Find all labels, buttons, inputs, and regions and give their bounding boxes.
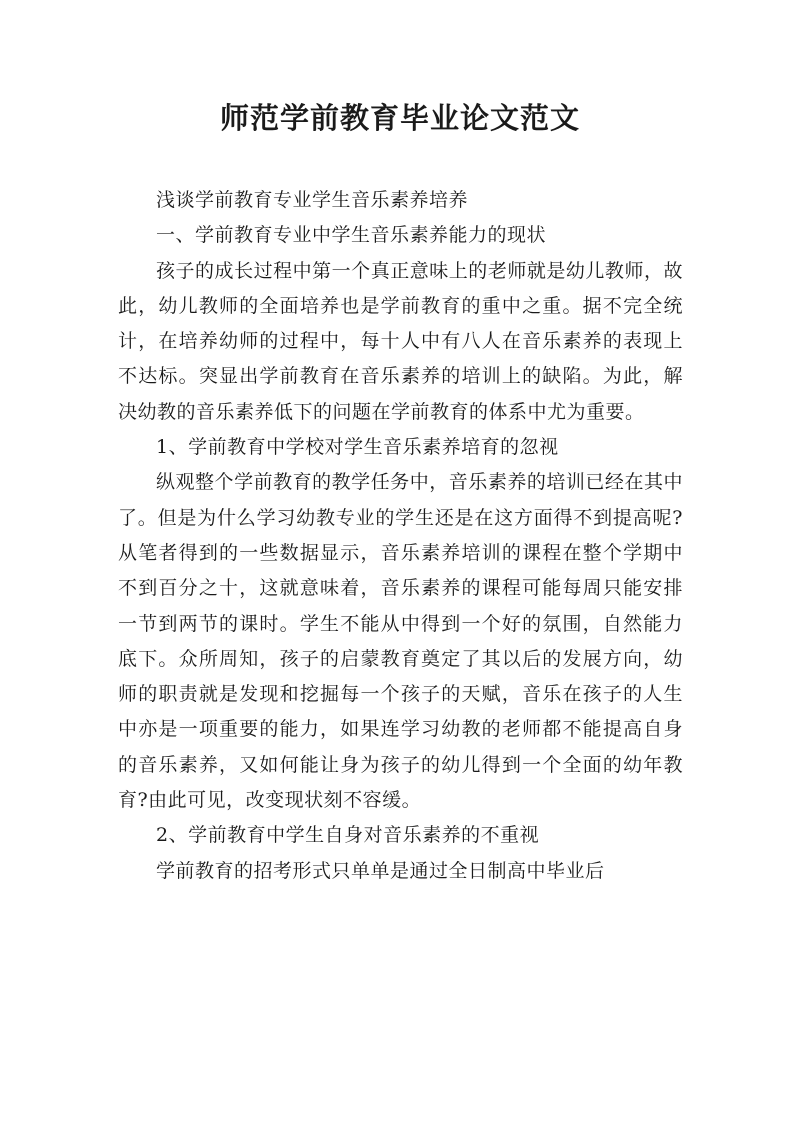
document-title: 师范学前教育毕业论文范文 [219, 101, 580, 135]
subsection-heading-2: 2、学前教育中学生自身对音乐素养的不重视 [156, 824, 540, 847]
subsection-heading-1: 1、学前教育中学校对学生音乐素养培育的忽视 [156, 436, 559, 459]
body-paragraph: 孩子的成长过程中第一个真正意味上的老师就是幼儿教师，故此，幼儿教师的全面培养也是学前教育的重中之重。据不完全统计，在培养幼师的过程中，每十人中有八人在音乐素养的表现上不达标。突显出学前教育在音乐素养的培训上的缺陷。为此，解决幼教的音乐素养低下的问题在学前教育的体系中尤为重要。 [118, 259, 683, 423]
body-paragraph: 学前教育的招考形式只单单是通过全日制高中毕业后 [156, 859, 605, 882]
article-title: 浅谈学前教育专业学生音乐素养培养 [156, 189, 469, 211]
document-body [118, 183, 683, 889]
body-paragraph: 纵观整个学前教育的教学任务中，音乐素养的培训已经在其中了。但是为什么学习幼教专业的学生还是在这方面得不到提高呢?从笔者得到的一些数据显示，音乐素养培训的课程在整个学期中不到百分之十，这就意味着，音乐素养的课程可能每周只能安排一节到两节的课时。学生不能从中得到一个好的氛围，自然能力底下。众所周知，孩子的启蒙教育奠定了其以后的发展方向，幼师的职责就是发现和挖掘每一个孩子的天赋，音乐在孩子的人生中亦是一项重要的能力，如果连学习幼教的老师都不能提高自身的音乐素养，又如何能让身为孩子的幼儿得到一个全面的幼年教育?由此可见，改变现状刻不容缓。 [118, 471, 683, 812]
section-heading-1: 一、学前教育专业中学生音乐素养能力的现状 [156, 224, 547, 247]
